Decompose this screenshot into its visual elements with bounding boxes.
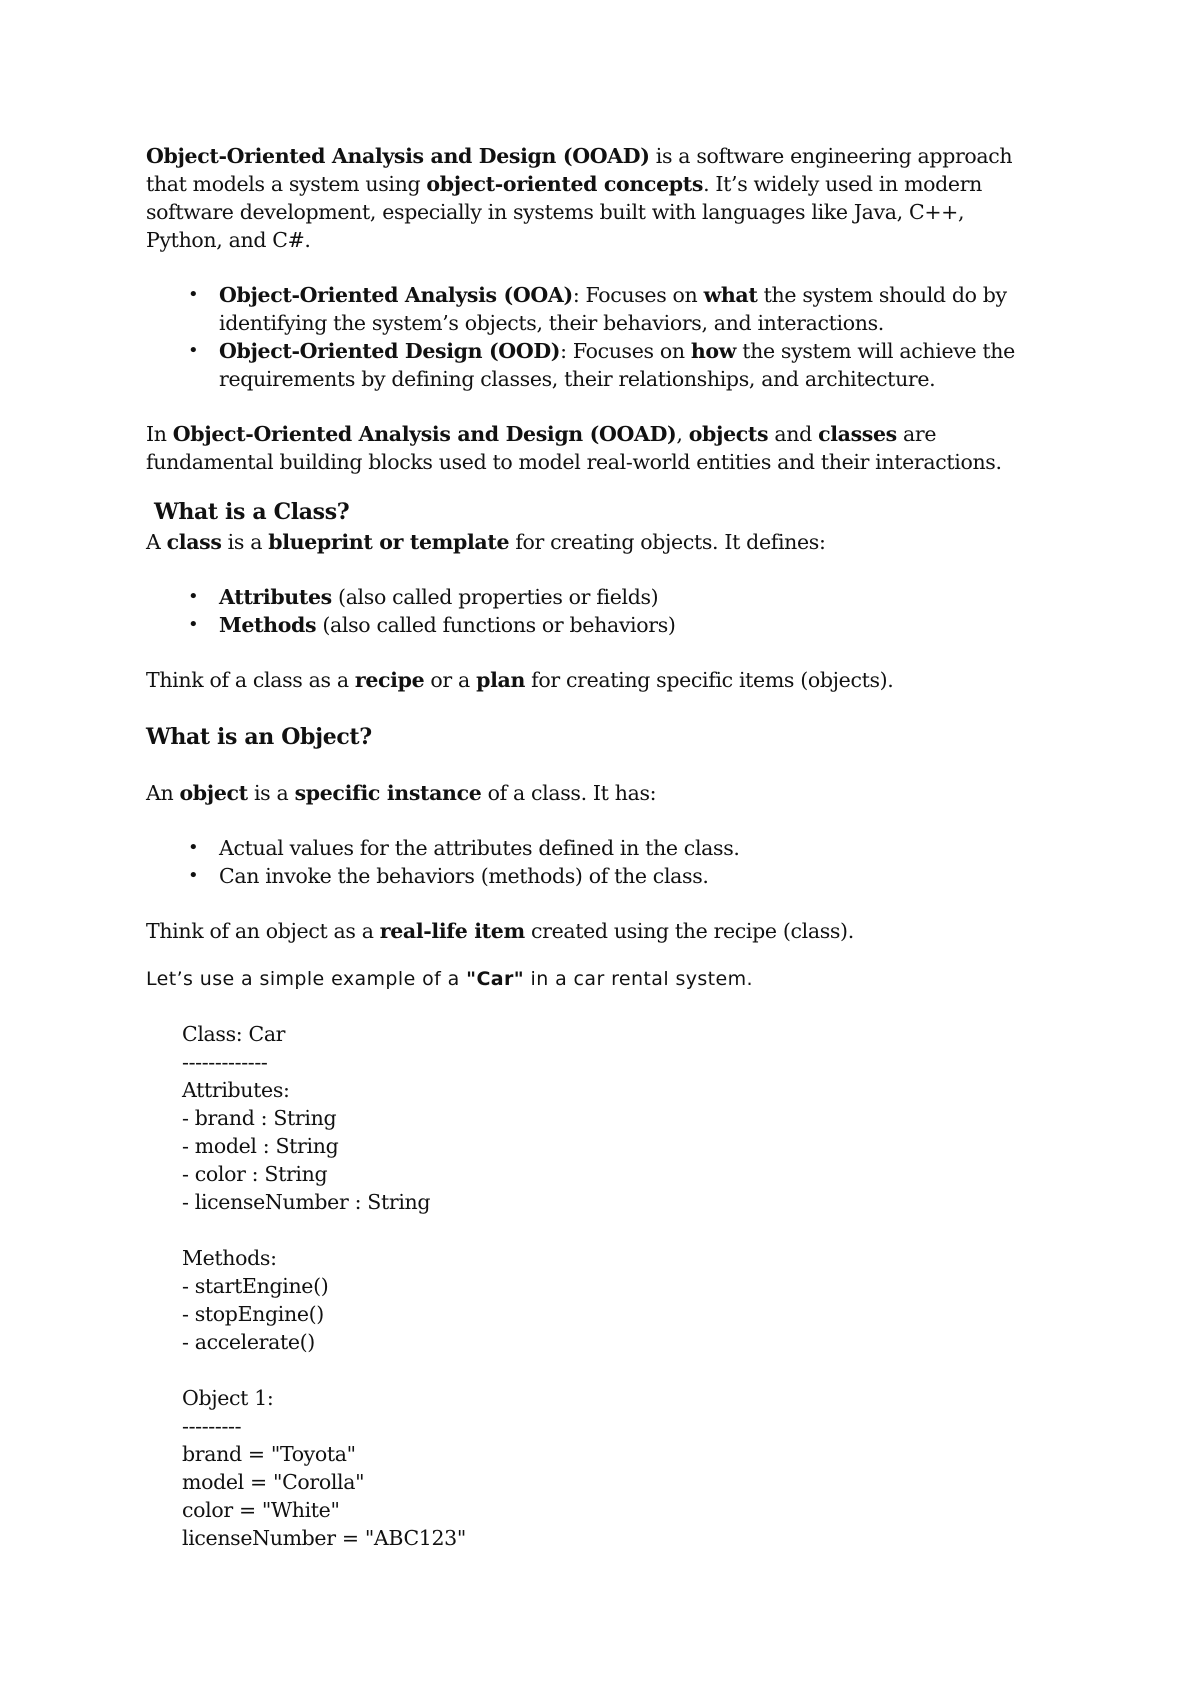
example-line: - startEngine() bbox=[182, 1274, 329, 1298]
bullet-icon: • bbox=[188, 586, 199, 607]
bullet-icon: • bbox=[188, 614, 199, 635]
para-bold: real-life item bbox=[379, 919, 525, 943]
ooad-term: Object-Oriented Analysis and Design (OOAD) bbox=[146, 144, 650, 168]
definition-keyword: what bbox=[703, 283, 758, 307]
example-line: Attributes: bbox=[182, 1078, 290, 1102]
example-line: Methods: bbox=[182, 1246, 277, 1270]
para-text: , bbox=[676, 422, 689, 446]
para-text: A bbox=[146, 530, 167, 554]
definition-keyword: how bbox=[690, 339, 737, 363]
para-text: or a bbox=[424, 668, 477, 692]
example-line: brand = "Toyota" bbox=[182, 1442, 356, 1466]
para-text: for creating objects. It defines: bbox=[509, 530, 826, 554]
intro-text: is a software engineering approach that models a system using bbox=[146, 144, 1013, 196]
list-bold: Attributes bbox=[219, 585, 332, 609]
list-text: Can invoke the behaviors (methods) of the class. bbox=[219, 864, 709, 888]
list-text: Actual values for the attributes defined in the class. bbox=[219, 836, 740, 860]
example-line: ------------- bbox=[182, 1050, 268, 1074]
para-bold: "Car" bbox=[466, 968, 525, 990]
definition-text: : Focuses on bbox=[560, 339, 691, 363]
example-line: Class: Car bbox=[182, 1022, 286, 1046]
para-text: is a bbox=[221, 530, 269, 554]
class-members-list bbox=[146, 583, 1046, 639]
example-line: --------- bbox=[182, 1414, 242, 1438]
para-bold: recipe bbox=[354, 668, 425, 692]
intro-text: . It’s widely used in modern software development, especially in systems built with languages like Java, C++, Python, and C#. bbox=[146, 172, 983, 252]
list-item-ooa bbox=[146, 281, 1046, 337]
example-line bbox=[182, 1356, 1046, 1384]
para-text: and bbox=[768, 422, 819, 446]
bullet-icon: • bbox=[188, 284, 199, 305]
class-definition bbox=[146, 528, 1046, 556]
para-text: of a class. It has: bbox=[481, 781, 657, 805]
definition-text: the system will achieve the requirements by defining classes, their relationships, and architecture. bbox=[219, 339, 1015, 391]
para-bold: classes bbox=[818, 422, 897, 446]
bullet-icon: • bbox=[188, 340, 199, 361]
example-line: model = "Corolla" bbox=[182, 1470, 365, 1494]
list-text: (also called functions or behaviors) bbox=[316, 613, 676, 637]
para-bold: object bbox=[179, 781, 248, 805]
definition-term: Object-Oriented Analysis (OOA) bbox=[219, 283, 573, 307]
class-heading: What is a Class? bbox=[154, 499, 350, 525]
example-line: - brand : String bbox=[182, 1106, 337, 1130]
intro-bold-concepts: object-oriented concepts bbox=[426, 172, 704, 196]
list-item-methods bbox=[146, 611, 1046, 639]
para-bold: Object-Oriented Analysis and Design (OOAD) bbox=[172, 422, 677, 446]
document-body bbox=[146, 142, 1046, 1552]
example-line: - model : String bbox=[182, 1134, 339, 1158]
para-text: are fundamental building blocks used to model real-world entities and their interactions. bbox=[146, 422, 1002, 474]
object-definition bbox=[146, 779, 1046, 807]
list-item bbox=[146, 862, 1046, 890]
para-text: Let’s use a simple example of a bbox=[146, 968, 467, 990]
example-line: color = "White" bbox=[182, 1498, 340, 1522]
para-bold: plan bbox=[476, 668, 526, 692]
para-text: created using the recipe (class). bbox=[524, 919, 854, 943]
list-item-ood bbox=[146, 337, 1046, 393]
intro-paragraph bbox=[146, 142, 1046, 254]
list-bold: Methods bbox=[219, 613, 317, 637]
para-bold: blueprint or template bbox=[268, 530, 510, 554]
definition-term: Object-Oriented Design (OOD) bbox=[219, 339, 561, 363]
para-text: Think of an object as a bbox=[146, 919, 380, 943]
list-item bbox=[146, 834, 1046, 862]
example-line: Object 1: bbox=[182, 1386, 274, 1410]
car-example-block bbox=[146, 1020, 1046, 1552]
list-item-attributes bbox=[146, 583, 1046, 611]
example-line: licenseNumber = "ABC123" bbox=[182, 1526, 466, 1550]
para-bold: class bbox=[166, 530, 222, 554]
definitions-list bbox=[146, 281, 1046, 393]
ooad-building-blocks-paragraph bbox=[146, 420, 1046, 476]
example-line: - accelerate() bbox=[182, 1330, 315, 1354]
para-bold: specific instance bbox=[294, 781, 482, 805]
para-bold: objects bbox=[688, 422, 769, 446]
list-text: (also called properties or fields) bbox=[331, 585, 659, 609]
class-analogy bbox=[146, 666, 1046, 694]
example-line: - color : String bbox=[182, 1162, 328, 1186]
para-text: Think of a class as a bbox=[146, 668, 355, 692]
bullet-icon: • bbox=[188, 865, 199, 886]
definition-text: : Focuses on bbox=[572, 283, 704, 307]
para-text: for creating specific items (objects). bbox=[525, 668, 894, 692]
object-features-list bbox=[146, 834, 1046, 890]
para-text: in a car rental system. bbox=[524, 968, 753, 990]
para-text: is a bbox=[247, 781, 295, 805]
para-text: An bbox=[146, 781, 180, 805]
bullet-icon: • bbox=[188, 837, 199, 858]
example-line: - stopEngine() bbox=[182, 1302, 324, 1326]
example-intro bbox=[146, 965, 1046, 993]
example-line: - licenseNumber : String bbox=[182, 1190, 431, 1214]
definition-text: the system should do by identifying the system’s objects, their behaviors, and interactions. bbox=[219, 283, 1007, 335]
object-analogy bbox=[146, 917, 1046, 945]
para-text: In bbox=[146, 422, 173, 446]
example-line bbox=[182, 1216, 1046, 1244]
object-heading: What is an Object? bbox=[146, 724, 372, 750]
